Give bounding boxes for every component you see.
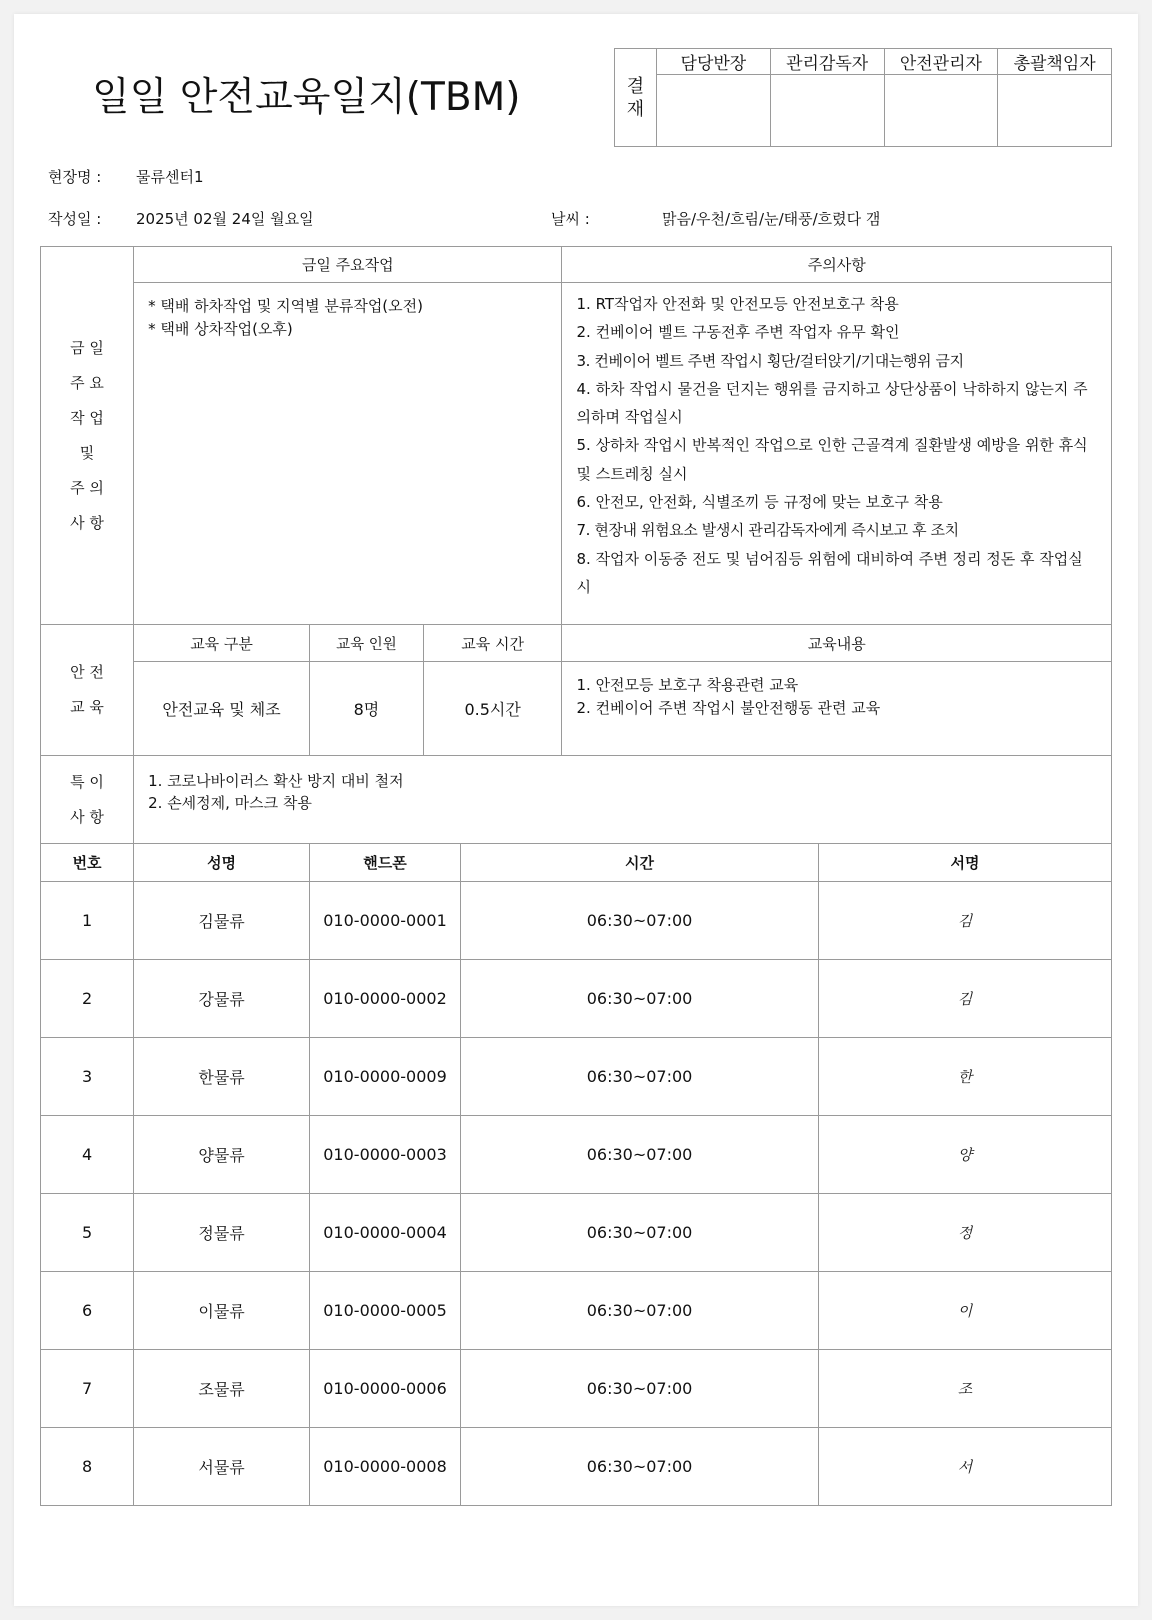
work-caution-header: 주의사항 [562, 247, 1112, 283]
work-section-label-line: 작 업 [70, 408, 104, 427]
attendance-sign-header: 서명 [819, 844, 1112, 882]
attendance-time: 06:30~07:00 [461, 1038, 819, 1116]
special-note-item: 2. 손세정제, 마스크 착용 [148, 794, 312, 812]
attendance-phone-header: 핸드폰 [310, 844, 461, 882]
approval-table [614, 48, 1112, 147]
approval-label-2: 재 [626, 98, 645, 120]
education-section-label [41, 625, 134, 756]
work-caution-item: 4. 하차 작업시 물건을 던지는 행위를 금지하고 상단상품이 낙하하지 않는지 주의하며 작업실시 [576, 379, 1088, 427]
approval-stamp-cell[interactable] [657, 75, 771, 147]
attendance-row [41, 960, 1112, 1038]
work-caution-item: 8. 작업자 이동중 전도 및 넘어짐등 위험에 대비하여 주변 정리 정돈 후 작업실시 [576, 549, 1083, 596]
education-people-header: 교육 인원 [310, 625, 424, 662]
work-caution-item: 6. 안전모, 안전화, 식별조끼 등 규정에 맞는 보호구 착용 [576, 493, 943, 512]
attendance-row [41, 1428, 1112, 1506]
attendance-name: 정물류 [134, 1194, 310, 1272]
education-content-item: 1. 안전모등 보호구 착용관련 교육 [576, 676, 799, 694]
attendance-no: 5 [41, 1194, 134, 1272]
work-caution-item: 2. 컨베이어 벨트 구동전후 주변 작업자 유무 확인 [576, 323, 900, 342]
approval-role: 담당반장 [657, 49, 771, 75]
work-caution-item: 5. 상하차 작업시 반복적인 작업으로 인한 근골격계 질환발생 예방을 위한 휴식 및 스트레칭 실시 [576, 436, 1088, 483]
attendance-no: 1 [41, 882, 134, 960]
special-note-item: 1. 코로나바이러스 확산 방지 대비 철저 [148, 772, 404, 790]
approval-label-1: 결 [626, 75, 645, 97]
work-caution-item: 1. RT작업자 안전화 및 안전모등 안전보호구 착용 [576, 295, 899, 313]
work-task-header: 금일 주요작업 [134, 247, 562, 283]
document-title: 일일 안전교육일지(TBM) [92, 75, 521, 120]
approval-role: 관리감독자 [770, 49, 884, 75]
work-task-list[interactable] [134, 283, 562, 625]
attendance-name: 조물류 [134, 1350, 310, 1428]
attendance-name: 김물류 [134, 882, 310, 960]
tbm-main-table [40, 246, 1112, 1506]
work-caution-item: 3. 컨베이어 벨트 주변 작업시 횡단/걸터앉기/기대는행위 금지 [576, 351, 964, 370]
attendance-time: 06:30~07:00 [461, 1428, 819, 1506]
education-content-item: 2. 컨베이어 주변 작업시 불안전행동 관련 교육 [576, 699, 881, 717]
special-section-label-line: 특 이 [70, 772, 104, 791]
attendance-phone: 010-0000-0003 [310, 1116, 461, 1194]
approval-role: 안전관리자 [884, 49, 998, 75]
attendance-time: 06:30~07:00 [461, 882, 819, 960]
attendance-no: 6 [41, 1272, 134, 1350]
attendance-no: 8 [41, 1428, 134, 1506]
weather-value: 맑음/우천/흐림/눈/태풍/흐렸다 갬 [662, 210, 881, 228]
attendance-time: 06:30~07:00 [461, 1272, 819, 1350]
attendance-time: 06:30~07:00 [461, 1116, 819, 1194]
attendance-name: 강물류 [134, 960, 310, 1038]
attendance-phone: 010-0000-0001 [310, 882, 461, 960]
attendance-row [41, 1272, 1112, 1350]
weather-label: 날씨 : [551, 210, 590, 228]
attendance-no: 3 [41, 1038, 134, 1116]
attendance-phone: 010-0000-0002 [310, 960, 461, 1038]
education-time-header: 교육 시간 [423, 625, 562, 662]
attendance-time: 06:30~07:00 [461, 1194, 819, 1272]
attendance-phone: 010-0000-0005 [310, 1272, 461, 1350]
attendance-rows [41, 882, 1112, 1506]
attendance-phone: 010-0000-0004 [310, 1194, 461, 1272]
attendance-no-header: 번호 [41, 844, 134, 882]
work-section-label-line: 및 [79, 443, 95, 462]
education-people-value[interactable]: 8명 [310, 662, 424, 756]
attendance-signature[interactable]: 김 [819, 882, 1112, 960]
education-type-value[interactable]: 안전교육 및 체조 [134, 662, 310, 756]
attendance-phone: 010-0000-0008 [310, 1428, 461, 1506]
special-section-label [41, 756, 134, 844]
education-content-header: 교육내용 [562, 625, 1112, 662]
work-task-item: * 택배 하차작업 및 지역별 분류작업(오전) [148, 297, 423, 315]
work-caution-item: 7. 현장내 위험요소 발생시 관리감독자에게 즉시보고 후 조치 [576, 521, 959, 540]
work-caution-list[interactable] [562, 283, 1112, 625]
education-section-label-line: 교 육 [70, 698, 104, 716]
approval-stamp-cell[interactable] [998, 75, 1112, 147]
attendance-signature[interactable]: 이 [819, 1272, 1112, 1350]
date-label: 작성일 : [48, 210, 102, 228]
education-section-label-line: 안 전 [70, 663, 104, 681]
attendance-no: 7 [41, 1350, 134, 1428]
site-value: 물류센터1 [136, 168, 204, 186]
approval-stamp-cell[interactable] [770, 75, 884, 147]
attendance-phone: 010-0000-0006 [310, 1350, 461, 1428]
attendance-row [41, 1116, 1112, 1194]
attendance-phone: 010-0000-0009 [310, 1038, 461, 1116]
attendance-row [41, 1350, 1112, 1428]
work-task-item: * 택배 상차작업(오후) [148, 320, 293, 338]
work-section-label [41, 247, 134, 625]
attendance-signature[interactable]: 양 [819, 1116, 1112, 1194]
attendance-name: 이물류 [134, 1272, 310, 1350]
attendance-time: 06:30~07:00 [461, 1350, 819, 1428]
education-content-list[interactable] [562, 662, 1112, 756]
special-section-label-line: 사 항 [70, 807, 104, 826]
attendance-no: 2 [41, 960, 134, 1038]
site-label: 현장명 : [48, 168, 102, 186]
approval-stamp-cell[interactable] [884, 75, 998, 147]
special-notes-list[interactable] [134, 756, 1112, 844]
attendance-name: 양물류 [134, 1116, 310, 1194]
attendance-row [41, 1194, 1112, 1272]
work-section-label-line: 주 요 [70, 373, 104, 392]
work-section-label-line: 사 항 [70, 513, 104, 532]
attendance-signature[interactable]: 김 [819, 960, 1112, 1038]
attendance-name: 한물류 [134, 1038, 310, 1116]
attendance-name-header: 성명 [134, 844, 310, 882]
attendance-no: 4 [41, 1116, 134, 1194]
work-section-label-line: 주 의 [70, 478, 104, 497]
approval-role: 총괄책임자 [998, 49, 1112, 75]
education-time-value[interactable]: 0.5시간 [423, 662, 562, 756]
date-value: 2025년 02월 24일 월요일 [136, 210, 314, 228]
attendance-signature[interactable]: 한 [819, 1038, 1112, 1116]
attendance-row [41, 1038, 1112, 1116]
attendance-signature[interactable]: 서 [819, 1428, 1112, 1506]
attendance-time: 06:30~07:00 [461, 960, 819, 1038]
attendance-signature[interactable]: 정 [819, 1194, 1112, 1272]
attendance-time-header: 시간 [461, 844, 819, 882]
approval-label [615, 49, 657, 147]
education-type-header: 교육 구분 [134, 625, 310, 662]
work-section-label-line: 금 일 [70, 338, 104, 357]
attendance-signature[interactable]: 조 [819, 1350, 1112, 1428]
attendance-name: 서물류 [134, 1428, 310, 1506]
attendance-row [41, 882, 1112, 960]
